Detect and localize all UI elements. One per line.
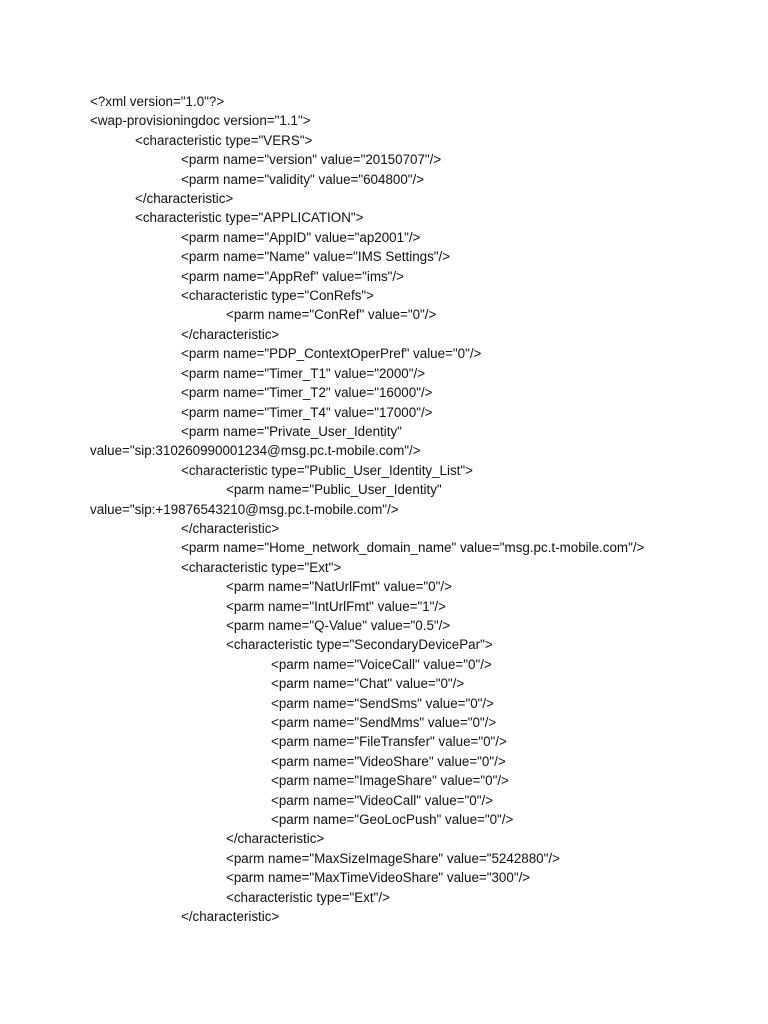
xml-line: </characteristic> (181, 520, 280, 536)
xml-line: <parm name="VoiceCall" value="0"/> (271, 656, 492, 672)
xml-line: <parm name="Timer_T2" value="16000"/> (181, 385, 433, 401)
xml-line: <characteristic type="ConRefs"> (181, 288, 374, 304)
xml-line: <parm name="Timer_T1" value="2000"/> (181, 365, 426, 381)
xml-line: <parm name="Timer_T4" value="17000"/> (181, 404, 433, 420)
xml-line: </characteristic> (181, 909, 280, 925)
xml-line: <parm name="Q-Value" value="0.5"/> (226, 617, 451, 633)
xml-line: <characteristic type="Ext"> (181, 559, 342, 575)
xml-line: <parm name="Public_User_Identity" (226, 482, 442, 498)
xml-line: </characteristic> (226, 831, 325, 847)
xml-line: <wap-provisioningdoc version="1.1"> (90, 113, 311, 129)
xml-line: <?xml version="1.0"?> (90, 94, 225, 109)
xml-line: <parm name="version" value="20150707"/> (181, 152, 442, 168)
xml-line: </characteristic> (181, 326, 280, 342)
xml-line: <parm name="MaxTimeVideoShare" value="300"/> (226, 870, 531, 886)
xml-line: <characteristic type="VERS"> (135, 132, 313, 148)
xml-line: <parm name="ImageShare" value="0"/> (271, 773, 509, 789)
xml-line: <characteristic type="SecondaryDevicePar"> (226, 637, 493, 653)
xml-line: value="sip:+19876543210@msg.pc.t-mobile.com"/> (90, 501, 399, 517)
xml-line: <parm name="AppID" value="ap2001"/> (181, 229, 421, 245)
xml-line: <parm name="MaxSizeImageShare" value="5242880"/> (226, 850, 560, 866)
xml-line: <parm name="VideoShare" value="0"/> (271, 753, 506, 769)
xml-line: <characteristic type="APPLICATION"> (135, 210, 364, 226)
xml-line: <parm name="NatUrlFmt" value="0"/> (226, 579, 452, 595)
xml-line: value="sip:310260990001234@msg.pc.t-mobile.com"/> (90, 443, 421, 459)
xml-line: <parm name="validity" value="604800"/> (181, 171, 425, 187)
xml-line: <parm name="AppRef" value="ims"/> (181, 268, 404, 284)
xml-line: <parm name="Name" value="IMS Settings"/> (181, 249, 451, 265)
xml-line: <characteristic type="Ext"/> (226, 889, 390, 905)
xml-line: <parm name="FileTransfer" value="0"/> (271, 734, 507, 750)
xml-line: <characteristic type="Public_User_Identity_List"> (181, 462, 473, 478)
xml-line: <parm name="ConRef" value="0"/> (226, 307, 437, 323)
xml-line: <parm name="SendSms" value="0"/> (271, 695, 494, 711)
xml-line: <parm name="PDP_ContextOperPref" value="0"/> (181, 346, 482, 362)
xml-line: <parm name="IntUrlFmt" value="1"/> (226, 598, 446, 614)
xml-line: <parm name="SendMms" value="0"/> (271, 715, 497, 730)
xml-document (90, 92, 730, 926)
xml-line: <parm name="GeoLocPush" value="0"/> (271, 812, 514, 828)
xml-line: </characteristic> (135, 191, 234, 207)
xml-line: <parm name="Home_network_domain_name" value="msg.pc.t-mobile.com"/> (181, 540, 645, 556)
xml-line: <parm name="VideoCall" value="0"/> (271, 792, 493, 808)
xml-line: <parm name="Private_User_Identity" (181, 423, 402, 439)
xml-line: <parm name="Chat" value="0"/> (271, 676, 465, 692)
